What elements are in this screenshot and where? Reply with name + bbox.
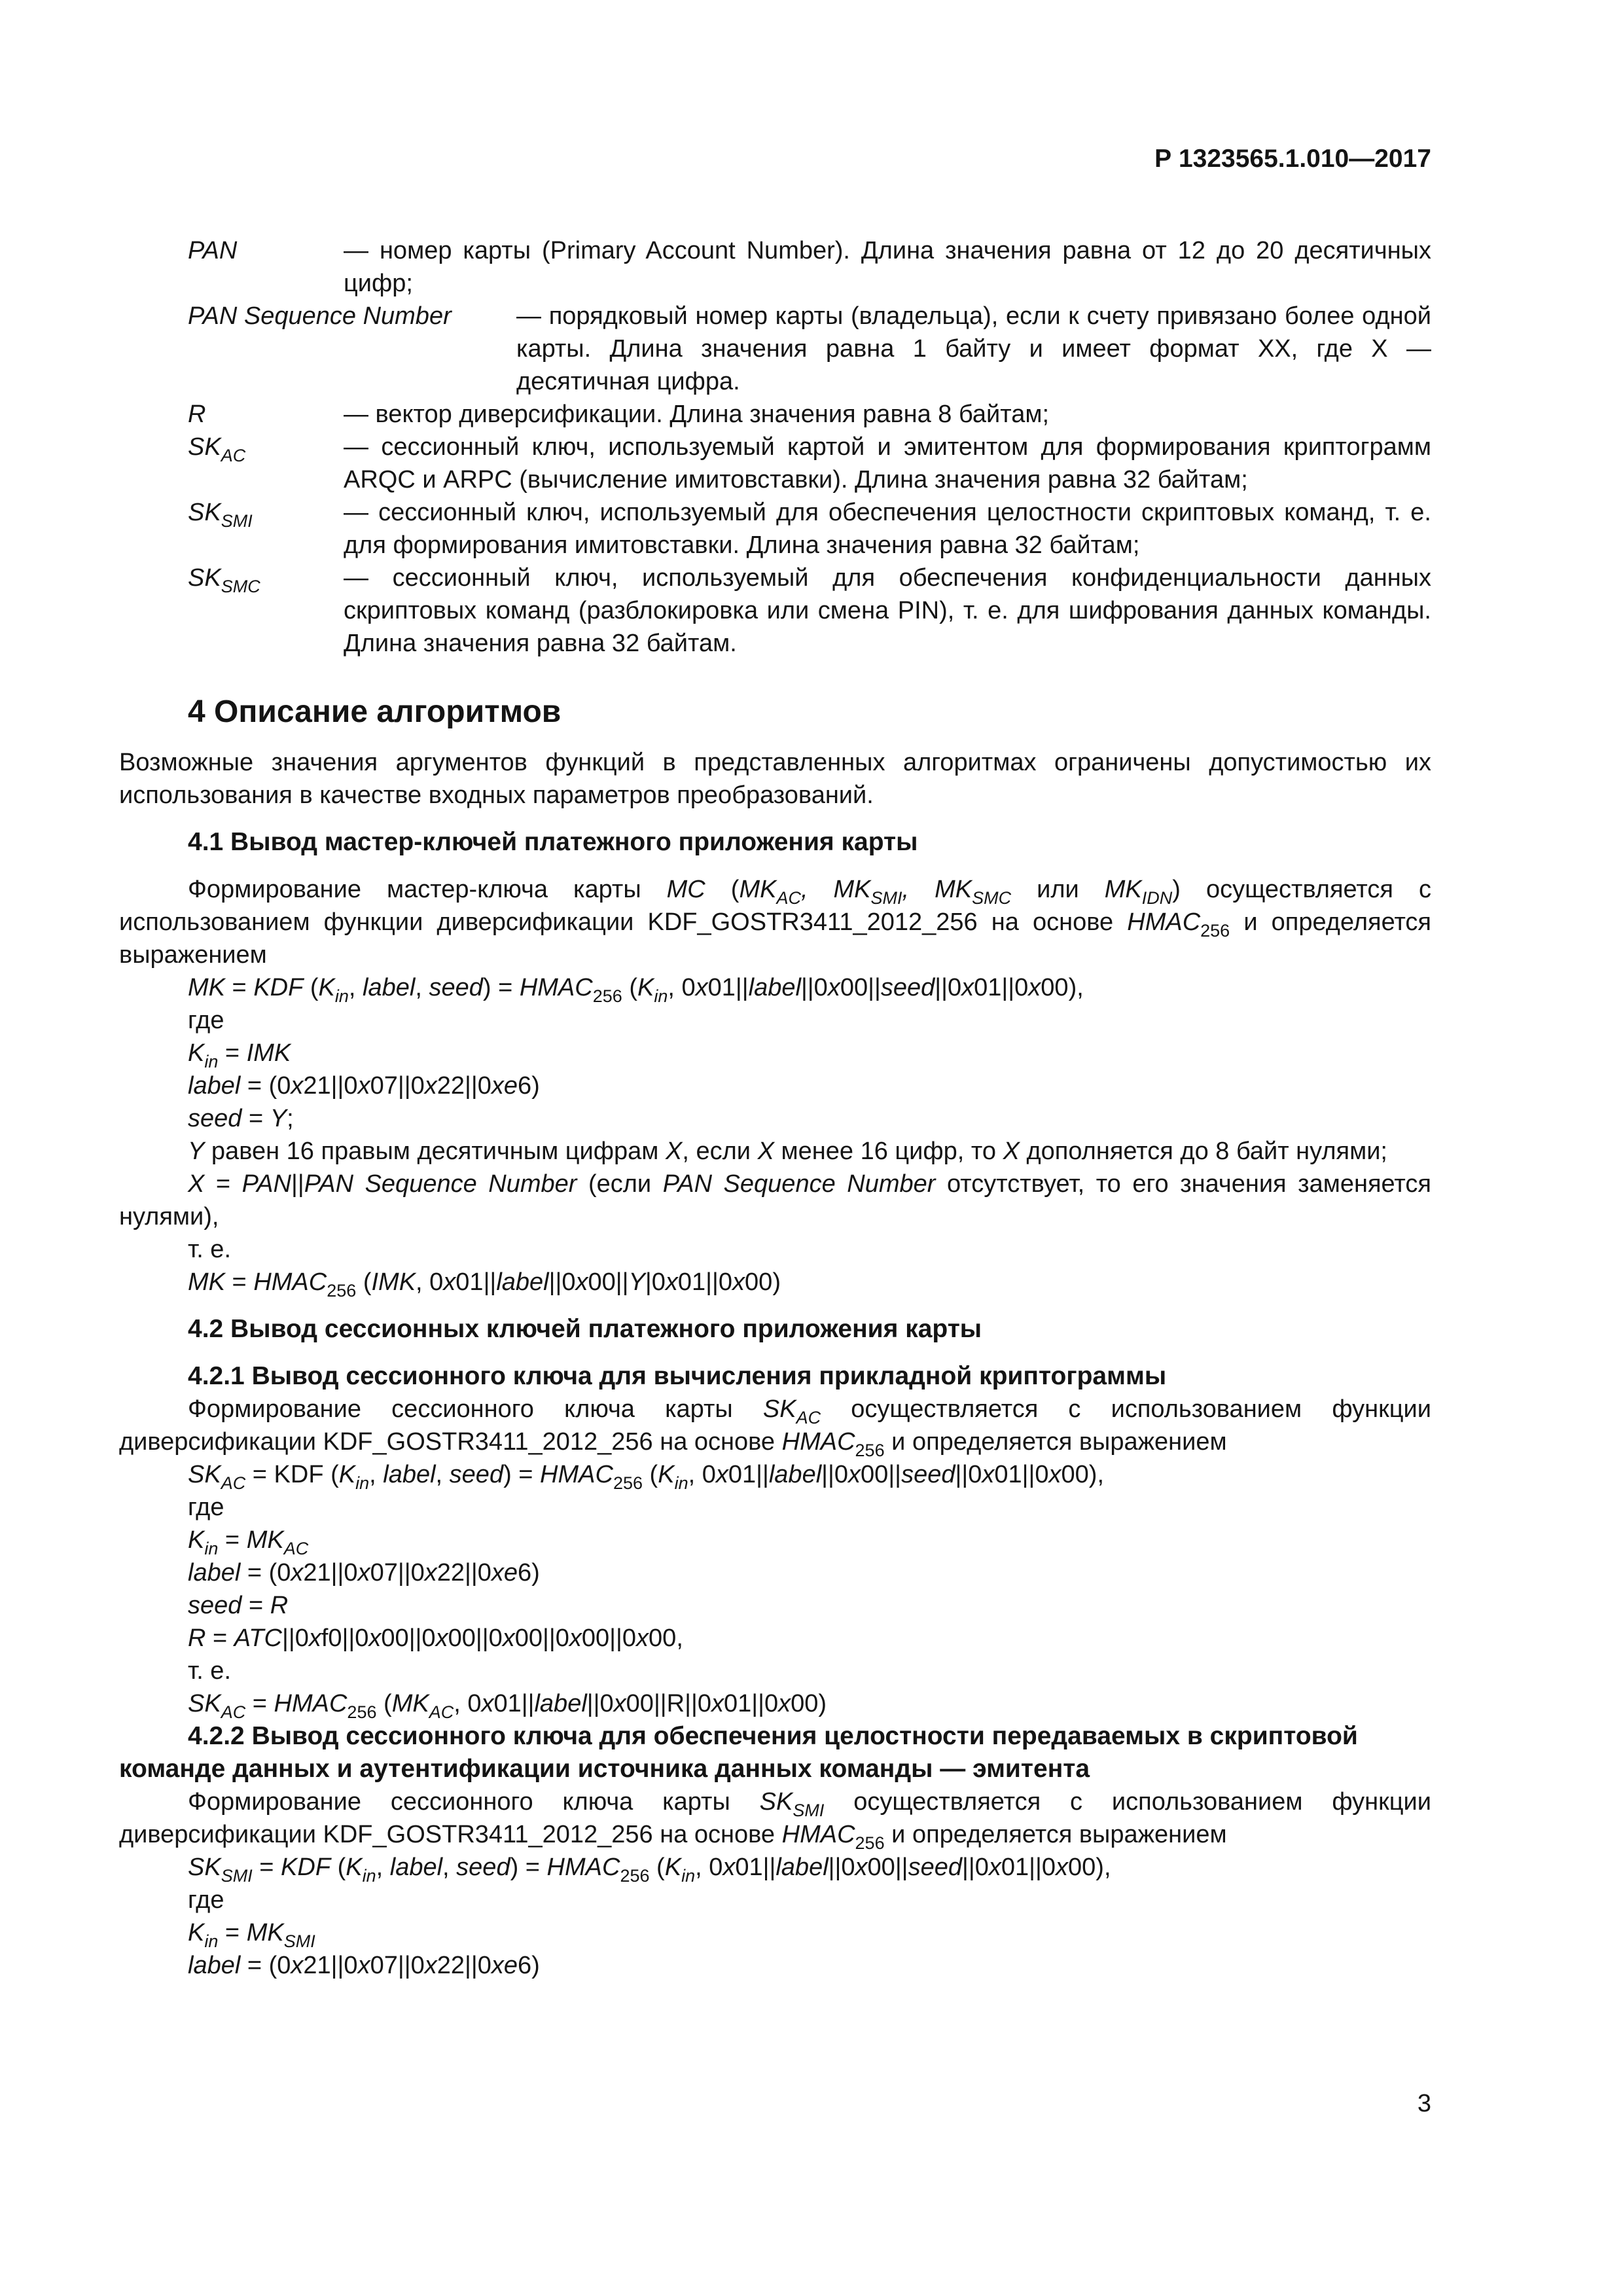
section-4-heading: 4 Описание алгоритмов	[188, 694, 562, 729]
formula-label: label = (0x21||0x07||0x22||0xe6)	[188, 1072, 540, 1100]
section-4-intro: Возможные значения аргументов функций в представленных алгоритмах ограничены допустимостью их использования в качестве входных параметров преобразований.	[119, 749, 1431, 809]
definition-text: — номер карты (Primary Account Number). Длина значения равна от 12 до 20 десятичных цифр;	[344, 237, 1431, 297]
definition-term: $SK_{AC}$	[188, 433, 246, 465]
definition-text: — вектор диверсификации. Длина значения равна 8 байтам;	[344, 401, 1050, 428]
te-label: т. е.	[188, 1657, 231, 1685]
y-description: Y равен 16 правым десятичным цифрам X, если X менее 16 цифр, то X дополняется до 8 байт нулями;	[188, 1138, 1387, 1165]
definition-text: — сессионный ключ, используемый для обеспечения конфиденциальности данных скриптовых команд (разблокировка или смена PIN), т. е. для шифрования данных команды. Длина значения равна 32 байтам.	[344, 564, 1431, 657]
formula-kin: $K_{in} = MK_{SMI}$	[188, 1919, 315, 1951]
formula-seed: seed = Y;	[188, 1105, 294, 1132]
definition-term: R	[188, 401, 206, 428]
page-number: 3	[1417, 2090, 1431, 2117]
formula-mk-kdf: MK = KDF ($K_{in}$, label, seed) = $HMAC_{256}$ ($K_{in}$, 0x01||label||0x00||seed||0x01||0x00),	[188, 974, 1084, 1006]
section-4-2-heading: 4.2 Вывод сессионных ключей платежного приложения карты	[188, 1315, 982, 1343]
where-label: где	[188, 1007, 224, 1034]
formula-block	[188, 1458, 1431, 1720]
formula-r: R = ATC||0xf0||0x00||0x00||0x00||0x00||0x00,	[188, 1624, 683, 1652]
definition-item	[188, 398, 1431, 431]
definition-term: $SK_{SMI}$	[188, 499, 253, 531]
definition-term: $SK_{SMC}$	[188, 564, 260, 596]
definition-term: PAN Sequence Number	[188, 302, 452, 330]
formula-seed: seed = R	[188, 1592, 289, 1619]
document-number-header: Р 1323565.1.010—2017	[1154, 145, 1431, 173]
definition-text: — сессионный ключ, используемый картой и эмитентом для формирования криптограмм ARQC и ARPC (вычисление имитовставки). Длина значения равна 32 байтам;	[344, 433, 1431, 493]
section-4-2-2-heading: 4.2.2 Вывод сессионного ключа для обеспечения целостности передаваемых в скриптовой команде данных и аутентификации источника данных команды — эмитента	[119, 1722, 1358, 1783]
section-4-2-2-paragraph: Формирование сессионного ключа карты $SK_{SMI}$ осуществляется с использованием функции диверсификации KDF_GOSTR3411_2012_256 на основе $HMAC_{256}$ и определяется выражением	[119, 1788, 1431, 1853]
definition-item	[188, 234, 1431, 300]
definition-item	[188, 300, 1431, 398]
definition-item	[188, 562, 1431, 660]
section-4-1-heading: 4.1 Вывод мастер-ключей платежного приложения карты	[188, 828, 918, 856]
x-description: X = PAN||PAN Sequence Number (если PAN Sequence Number отсутствует, то его значения заменяется нулями),	[119, 1170, 1431, 1230]
formula-block	[188, 971, 1431, 1135]
definition-text: — порядковый номер карты (владельца), если к счету привязано более одной карты. Длина значения равна 1 байту и имеет формат XX, где X — десятичная цифра.	[516, 302, 1431, 395]
formula-skac-kdf: $SK_{AC}$ = KDF ($K_{in}$, label, seed) = $HMAC_{256}$ ($K_{in}$, 0x01||label||0x00||seed||0x01||0x00),	[188, 1461, 1104, 1493]
where-label: где	[188, 1886, 224, 1914]
section-4-2-1-heading: 4.2.1 Вывод сессионного ключа для вычисления прикладной криптограммы	[188, 1362, 1167, 1390]
formula-skac-result: $SK_{AC}$ = $HMAC_{256}$ ($MK_{AC}$, 0x01||label||0x00||R||0x01||0x00)	[188, 1690, 827, 1722]
section-4-1-paragraph: Формирование мастер-ключа карты MC ($MK_{AC}$, $MK_{SMI}$, $MK_{SMC}$ или $MK_{IDN}$) осуществляется с использованием функции диверсификации KDF_GOSTR3411_2012_256 на основе $HMAC_{256}$ и определяется выражением	[119, 876, 1432, 969]
formula-block	[188, 1851, 1431, 1982]
page-content	[119, 234, 1432, 1982]
section-4-2-1-paragraph: Формирование сессионного ключа карты $SK_{AC}$ осуществляется с использованием функции диверсификации KDF_GOSTR3411_2012_256 на основе $HMAC_{256}$ и определяется выражением	[119, 1395, 1431, 1460]
formula-label: label = (0x21||0x07||0x22||0xe6)	[188, 1952, 540, 1979]
definition-text: — сессионный ключ, используемый для обеспечения целостности скриптовых команд, т. е. для формирования имитовставки. Длина значения равна 32 байтам;	[344, 499, 1431, 559]
formula-sksmi-kdf: $SK_{SMI}$ = KDF ($K_{in}$, label, seed) = $HMAC_{256}$ ($K_{in}$, 0x01||label||0x00||seed||0x01||0x00),	[188, 1854, 1111, 1886]
definition-item	[188, 431, 1431, 496]
formula-mk-result: MK = $HMAC_{256}$ (IMK, 0x01||label||0x00||Y|0x01||0x00)	[188, 1268, 781, 1300]
te-label: т. е.	[188, 1236, 231, 1263]
where-label: где	[188, 1494, 224, 1521]
formula-kin: $K_{in} = MK_{AC}$	[188, 1526, 309, 1558]
definition-term: PAN	[188, 237, 238, 264]
definitions-list	[188, 234, 1431, 660]
formula-kin: $K_{in}$ = IMK	[188, 1039, 291, 1071]
definition-item	[188, 496, 1431, 562]
formula-label: label = (0x21||0x07||0x22||0xe6)	[188, 1559, 540, 1587]
